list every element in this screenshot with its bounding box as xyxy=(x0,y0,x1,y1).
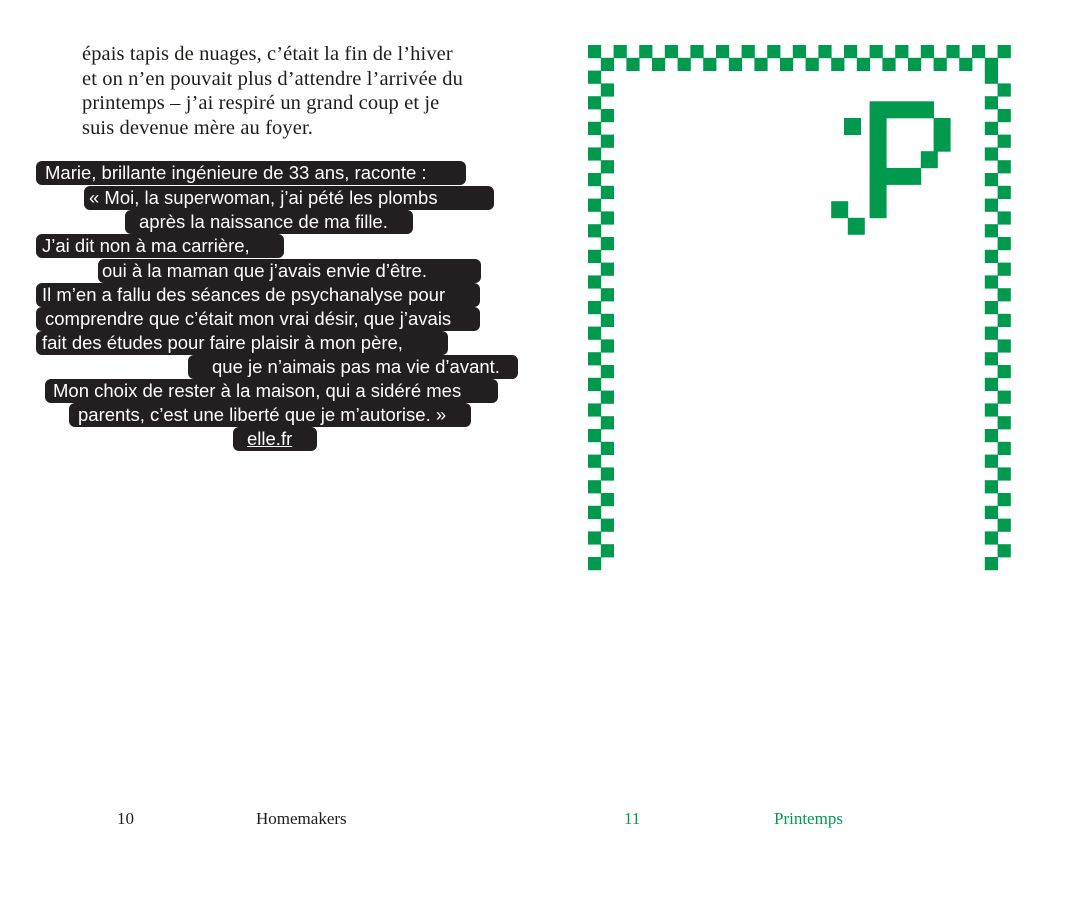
frame-square xyxy=(998,314,1011,327)
letter-pixel xyxy=(870,168,922,185)
frame-square xyxy=(985,506,998,519)
body-line: épais tapis de nuages, c’était la fin de l’hiver xyxy=(82,43,453,65)
running-title: Printemps xyxy=(774,809,843,828)
frame-square xyxy=(998,416,1011,429)
frame-square xyxy=(998,544,1011,557)
frame-square xyxy=(588,301,601,314)
frame-square xyxy=(985,122,998,135)
frame-square xyxy=(998,442,1011,455)
frame-square xyxy=(806,58,819,71)
frame-square xyxy=(985,275,998,288)
frame-square xyxy=(908,58,921,71)
frame-square xyxy=(985,378,998,391)
frame-square xyxy=(857,58,870,71)
frame-square xyxy=(588,250,601,263)
source-line xyxy=(233,426,317,450)
left-page xyxy=(0,0,542,904)
frame-square xyxy=(601,237,614,250)
frame-square xyxy=(998,45,1011,58)
frame-square xyxy=(998,467,1011,480)
frame-square xyxy=(793,45,806,58)
frame-square xyxy=(639,45,652,58)
frame-square xyxy=(601,263,614,276)
quote-text: que je n’aimais pas ma vie d’avant. xyxy=(212,356,500,377)
letter-pixel xyxy=(831,201,848,218)
quote-line xyxy=(188,354,518,378)
frame-square xyxy=(588,147,601,160)
quote-line xyxy=(36,282,480,306)
frame-square xyxy=(998,160,1011,173)
quote-text: fait des études pour faire plaisir à mon père, xyxy=(42,332,403,353)
frame-square xyxy=(985,173,998,186)
frame-square xyxy=(934,58,947,71)
letter-pixel xyxy=(870,118,887,152)
frame-square xyxy=(998,186,1011,199)
frame-square xyxy=(601,314,614,327)
letter-pixel xyxy=(844,118,861,135)
body-text xyxy=(82,42,512,140)
frame-square xyxy=(588,480,601,493)
frame-square xyxy=(998,391,1011,404)
frame-square xyxy=(780,58,793,71)
quote-text: J’ai dit non à ma carrière, xyxy=(42,235,250,256)
frame-square xyxy=(601,109,614,122)
running-title: Homemakers xyxy=(256,809,347,828)
frame-square xyxy=(742,45,755,58)
body-line: suis devenue mère au foyer. xyxy=(82,116,313,139)
letter-pixel xyxy=(870,151,887,168)
frame-square xyxy=(678,58,691,71)
frame-square xyxy=(588,378,601,391)
frame-square xyxy=(985,96,998,109)
frame-square xyxy=(972,45,985,58)
quote-text: Marie, brillante ingénieure de 33 ans, raconte : xyxy=(45,162,427,183)
body-line: et on n’en pouvait plus d’attendre l’arrivée du xyxy=(82,67,463,90)
quote-text: comprendre que c’était mon vrai désir, que j’avais xyxy=(45,308,452,329)
frame-square xyxy=(985,58,998,71)
frame-square xyxy=(767,45,780,58)
frame-square xyxy=(601,391,614,404)
frame-square xyxy=(588,352,601,365)
body-line: printemps – j’ai respiré un grand coup et je xyxy=(82,92,440,114)
frame-square xyxy=(870,45,883,58)
frame-square xyxy=(601,160,614,173)
letter-pixel xyxy=(848,218,865,235)
frame-square xyxy=(895,45,908,58)
letter-pixel xyxy=(921,151,938,168)
frame-square xyxy=(601,467,614,480)
quote-line xyxy=(69,402,471,426)
quote-line xyxy=(125,209,413,233)
frame-square xyxy=(754,58,767,71)
frame-square xyxy=(985,301,998,314)
frame-square xyxy=(831,58,844,71)
quote-line xyxy=(36,233,284,257)
frame-square xyxy=(985,224,998,237)
frame-square xyxy=(588,224,601,237)
frame-square xyxy=(985,352,998,365)
frame-square xyxy=(946,45,959,58)
frame-square xyxy=(601,519,614,532)
frame-square xyxy=(588,531,601,544)
frame-square xyxy=(998,263,1011,276)
frame-square xyxy=(588,199,601,212)
quote-line xyxy=(36,306,480,330)
frame-square xyxy=(601,416,614,429)
frame-square xyxy=(601,442,614,455)
pixel-letter-p-icon xyxy=(831,101,950,235)
frame-square xyxy=(985,147,998,160)
frame-square xyxy=(601,211,614,224)
frame-square xyxy=(588,275,601,288)
right-page xyxy=(542,0,1085,904)
pixel-frame-ornament xyxy=(588,45,1054,571)
frame-square xyxy=(985,531,998,544)
frame-square xyxy=(703,58,716,71)
frame-square xyxy=(985,327,998,340)
letter-pixel xyxy=(934,118,951,152)
quote-line xyxy=(45,378,498,402)
frame-square xyxy=(959,58,972,71)
quote-text: après la naissance de ma fille. xyxy=(139,211,388,232)
frame-square xyxy=(985,71,998,84)
frame-square xyxy=(921,45,934,58)
quote-line xyxy=(84,185,494,209)
frame-square xyxy=(985,455,998,468)
frame-square xyxy=(588,455,601,468)
frame-square xyxy=(601,493,614,506)
frame-square xyxy=(716,45,729,58)
frame-square xyxy=(588,71,601,84)
page-number: 10 xyxy=(117,809,134,828)
frame-square xyxy=(818,45,831,58)
frame-square xyxy=(601,365,614,378)
frame-square xyxy=(588,403,601,416)
quote-text: Mon choix de rester à la maison, qui a sidéré mes xyxy=(53,380,462,401)
page-number: 11 xyxy=(624,809,641,828)
frame-square xyxy=(601,135,614,148)
frame-square xyxy=(998,519,1011,532)
quote-text: « Moi, la superwoman, j’ai pété les plombs xyxy=(89,187,438,208)
frame-square xyxy=(614,45,627,58)
frame-square xyxy=(626,58,639,71)
frame-square xyxy=(601,58,614,71)
quote-line xyxy=(36,160,466,184)
frame-square xyxy=(998,365,1011,378)
frame-square xyxy=(588,506,601,519)
source-link[interactable]: elle.fr xyxy=(247,428,293,449)
frame-square xyxy=(601,83,614,96)
quote-text: Il m’en a fallu des séances de psychanalyse pour xyxy=(42,284,446,305)
frame-square xyxy=(588,557,601,570)
frame-square xyxy=(601,288,614,301)
frame-square xyxy=(652,58,665,71)
quote-line xyxy=(36,330,448,354)
frame-square xyxy=(985,557,998,570)
frame-square xyxy=(588,45,601,58)
frame-square xyxy=(985,429,998,442)
frame-square xyxy=(588,429,601,442)
frame-square xyxy=(998,211,1011,224)
frame-square xyxy=(601,544,614,557)
quote-line xyxy=(98,258,481,282)
frame-square xyxy=(588,173,601,186)
frame-square xyxy=(985,403,998,416)
frame-square xyxy=(998,288,1011,301)
frame-square xyxy=(985,480,998,493)
frame-square xyxy=(844,45,857,58)
frame-square xyxy=(588,327,601,340)
frame-square xyxy=(665,45,678,58)
frame-square xyxy=(729,58,742,71)
frame-square xyxy=(588,122,601,135)
quote-text: parents, c’est une liberté que je m’autorise. » xyxy=(78,404,447,425)
frame-square xyxy=(601,186,614,199)
frame-square xyxy=(985,199,998,212)
frame-square xyxy=(690,45,703,58)
letter-pixel xyxy=(870,185,887,219)
frame-square xyxy=(998,237,1011,250)
frame-square xyxy=(998,339,1011,352)
frame-square xyxy=(998,135,1011,148)
frame-square xyxy=(998,493,1011,506)
frame-square xyxy=(998,109,1011,122)
frame-square xyxy=(588,96,601,109)
frame-square xyxy=(882,58,895,71)
frame-square xyxy=(985,250,998,263)
frame-square xyxy=(998,83,1011,96)
letter-pixel xyxy=(870,101,934,118)
frame-square xyxy=(601,339,614,352)
quote-text: oui à la maman que j’avais envie d’être. xyxy=(102,260,427,281)
